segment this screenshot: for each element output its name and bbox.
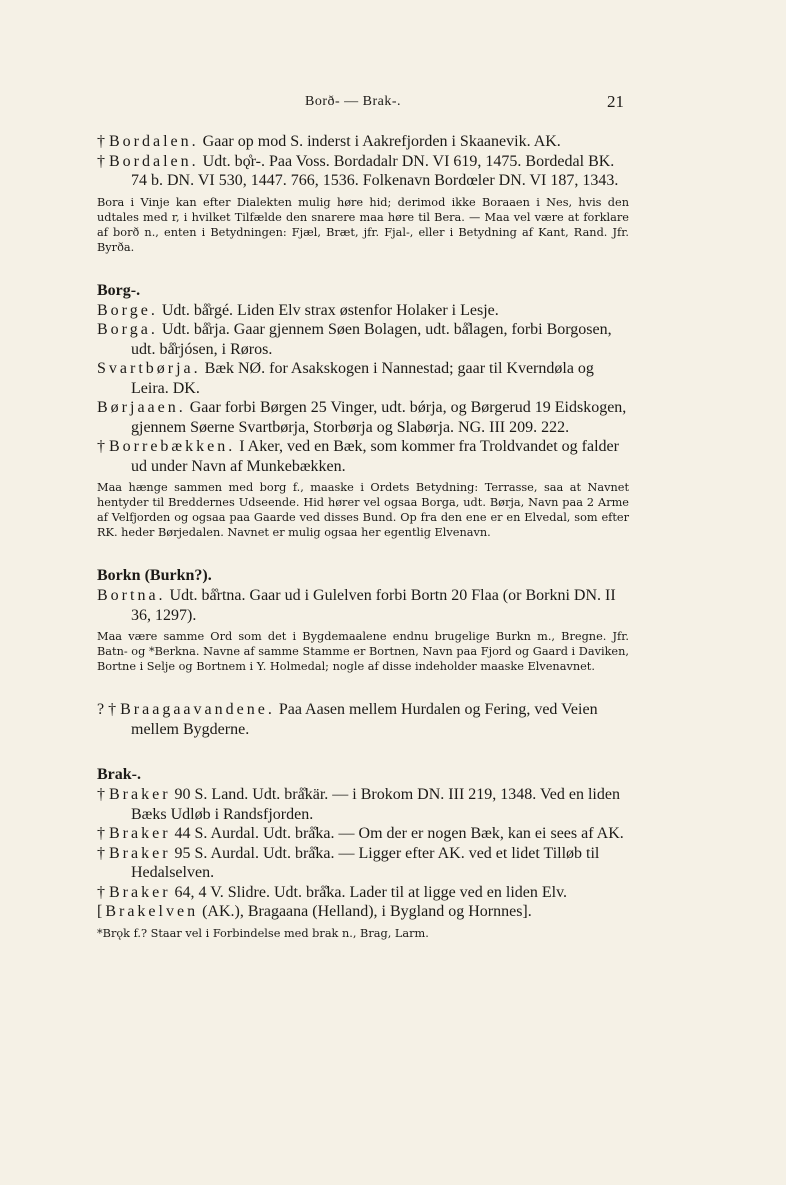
running-header — [0, 92, 786, 116]
note-paragraph: Maa være samme Ord som det i Bygdemaalene endnu brugelige Burkn m., Bregne. Jfr. Batn- og *Berkna. Navne af samme Stamme er Bortnen, Navn paa Fjord og Gaard i Daviken, Bortne i Selje og Bortnem i Y. Holmedal; nogle af disse indeholder maaske Elvenavnet. — [97, 630, 629, 673]
entry: † Braker 90 S. Land. Udt. brå̊kär. — i Brokom DN. III 219, 1348. Ved en liden Bæks Udløb i Randsfjorden. — [97, 786, 620, 823]
entry-name: Bortna. — [97, 587, 166, 604]
entry: [Brakelven (AK.), Bragaana (Helland), i Bygland og Hornnes]. — [97, 903, 532, 920]
entry: Borge. Udt. bå̊rgé. Liden Elv strax østenfor Holaker i Lesje. — [97, 301, 499, 319]
entry: † Borrebækken. I Aker, ved en Bæk, som kommer fra Troldvandet og falder ud under Navn af Munkebækken. — [97, 438, 619, 475]
note-paragraph: Maa hænge sammen med borg f., maaske i Ordets Betydning: Terrasse, saa at Navnet hentyder til Breddernes Udseende. Hid hører vel ogsaa Borga, udt. Børja, Navn paa 2 Arme af Velfjorden og ogsaa paa Gaarde ved disses Bund. Op fra den ene er en Elvedal, som efter RK. heder Børjedalen. Navnet er mulig ogsaa her egentlig Elvenavn. — [97, 481, 629, 539]
entry: Børjaaen. Gaar forbi Børgen 25 Vinger, udt. bǿrja, og Børgerud 19 Eidskogen, gjennem Søerne Svartbørja, Storbørja og Slabørja. NG. III 209. 222. — [97, 399, 627, 436]
entry-name: Braker — [109, 825, 171, 842]
section-heading: Brak-. — [97, 766, 141, 783]
entry-name: Braker — [109, 786, 171, 803]
section-heading: Borg-. — [97, 281, 141, 299]
entry-name: Braker — [109, 844, 171, 862]
entry: Bortna. Udt. bå̊rtna. Gaar ud i Gulelven forbi Bortn 20 Flaa (or Borkni DN. II 36, 1297). — [97, 587, 616, 624]
entry-name: Børjaaen. — [97, 399, 186, 416]
dictionary-body — [97, 132, 629, 941]
entry-name: Bordalen. — [109, 152, 199, 170]
entry: Svartbørja. Bæk NØ. for Asakskogen i Nannestad; gaar til Kverndøla og Leira. DK. — [97, 360, 594, 397]
entry-name: Svartbørja. — [97, 360, 201, 377]
entry-name: Braagaavandene. — [120, 701, 275, 718]
entry: † Braker 95 S. Aurdal. Udt. brå̊ka. — Ligger efter AK. ved et lidet Tilløb til Hedalselven. — [97, 844, 600, 881]
entry: † Bordalen. Udt. bǫ̊r-. Paa Voss. Bordadalr DN. VI 619, 1475. Bordedal BK. 74 b. DN. VI 530, 1447. 766, 1536. Folkenavn Bordœler DN. VI 187, 1343. — [97, 152, 619, 189]
entry: † Braker 64, 4 V. Slidre. Udt. brå̊ka. Lader til at ligge ved en liden Elv. — [97, 883, 568, 901]
header-title: Borð- — Brak-. — [305, 94, 402, 109]
page-number: 21 — [607, 92, 624, 111]
note-paragraph: *Brǫk f.? Staar vel i Forbindelse med brak n., Brag, Larm. — [97, 926, 429, 940]
entry-name: Braker — [109, 883, 171, 901]
entry-name: Borrebækken. — [109, 438, 236, 455]
entry: Borga. Udt. bå̊rja. Gaar gjennem Søen Bolagen, udt. bå̊lagen, forbi Borgosen, udt. bå̊rjósen, i Røros. — [97, 321, 612, 358]
entry-name: Borge. — [97, 301, 158, 319]
note-paragraph: Bora i Vinje kan efter Dialekten mulig høre hid; derimod ikke Boraaen i Nes, hvis den udtales med r, i hvilket Tilfælde den snarere maa høre til Bera. — Maa vel være at forklare af borð n., enten i Betydningen: Fjæl, Bræt, jfr. Fjal-, eller i Betydning af Kant, Rand. Jfr. Byrða. — [97, 195, 629, 254]
entry: ? † Braagaavandene. Paa Aasen mellem Hurdalen og Fering, ved Veien mellem Bygderne. — [97, 701, 598, 738]
entry: † Braker 44 S. Aurdal. Udt. brå̊ka. — Om der er nogen Bæk, kan ei sees af AK. — [97, 825, 624, 842]
entry-name: Borga. — [97, 321, 158, 338]
entry: † Bordalen. Gaar op mod S. inderst i Aakrefjorden i Skaanevik. AK. — [97, 133, 561, 150]
entry-name: [Brakelven — [97, 903, 199, 920]
section-heading: Borkn (Burkn?). — [97, 567, 212, 584]
entry-name: Bordalen. — [109, 133, 199, 150]
